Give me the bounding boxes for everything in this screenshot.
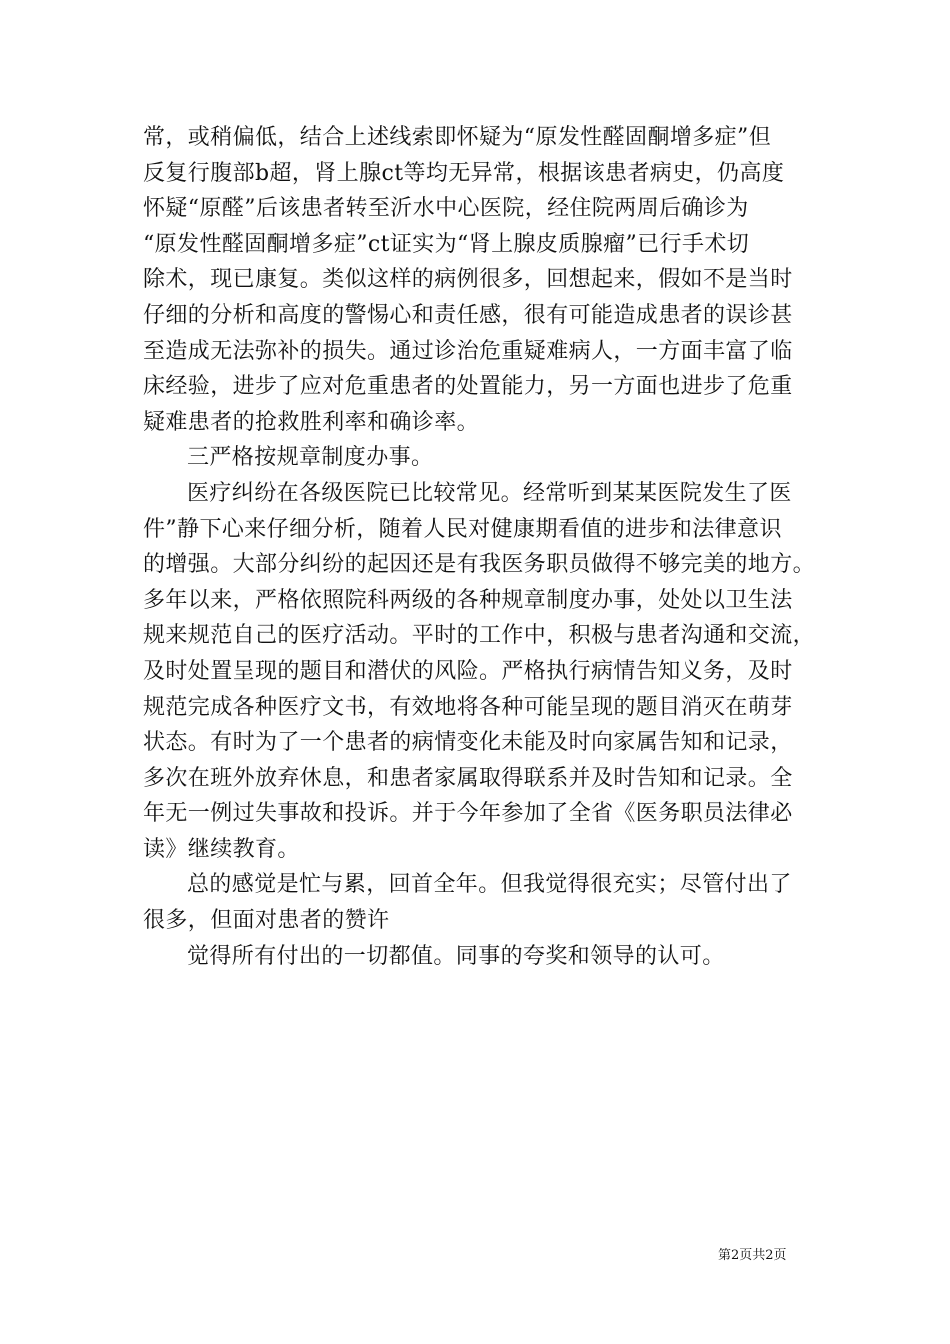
body-line: 很多，但面对患者的赞许 xyxy=(143,908,390,934)
body-line: 总的感觉是忙与累，回首全年。但我觉得很充实；尽管付出了 xyxy=(187,872,792,898)
body-line: 觉得所有付出的一切都值。同事的夸奖和领导的认可。 xyxy=(187,943,725,969)
body-line: 状态。有时为了一个患者的病情变化未能及时向家属告知和记录， xyxy=(143,730,793,756)
body-line: 医疗纠纷在各级医院已比较常见。经常听到某某医院发生了医 xyxy=(187,480,792,506)
body-line: 多次在班外放弃休息，和患者家属取得联系并及时告知和记录。全 xyxy=(143,765,793,791)
body-line: 除术，现已康复。类似这样的病例很多，回想起来，假如不是当时 xyxy=(143,267,793,293)
document-body xyxy=(143,120,815,974)
body-line: 常，或稍偏低，结合上述线索即怀疑为“原发性醛固酮增多症”但 xyxy=(143,125,772,150)
body-line: 仔细的分析和高度的警惕心和责任感，很有可能造成患者的误诊甚 xyxy=(143,302,793,328)
body-line: 及时处置呈现的题目和潜伏的风险。严格执行病情告知义务，及时 xyxy=(143,658,793,684)
body-line: 怀疑“原醛”后该患者转至沂水中心医院，经住院两周后确诊为 xyxy=(143,196,749,222)
body-line: 至造成无法弥补的损失。通过诊治危重疑难病人，一方面丰富了临 xyxy=(143,338,793,364)
body-line: 规范完成各种医疗文书，有效地将各种可能呈现的题目消灭在萌芽 xyxy=(143,694,793,720)
body-line: 读》继续教育。 xyxy=(143,836,300,862)
body-line: 年无一例过失事故和投诉。并于今年参加了全省《医务职员法律必 xyxy=(143,801,793,827)
body-line: 件”静下心来仔细分析，随着人民对健康期看值的进步和法律意识 xyxy=(143,516,782,542)
body-line: 规来规范自己的医疗活动。平时的工作中，积极与患者沟通和交流， xyxy=(143,623,816,649)
body-line: 床经验，进步了应对危重患者的处置能力，另一方面也进步了危重 xyxy=(143,374,793,400)
section-heading: 三严格按规章制度办事。 xyxy=(187,445,434,471)
body-line: “原发性醛固酮增多症”ct证实为“肾上腺皮质腺瘤”已行手术切 xyxy=(143,231,750,257)
body-line: 疑难患者的抢救胜利率和确诊率。 xyxy=(143,409,480,435)
body-line: 多年以来，严格依照院科两级的各种规章制度办事，处处以卫生法 xyxy=(143,587,793,613)
body-line: 的增强。大部分纠纷的起因还是有我医务职员做得不够完美的地方。 xyxy=(143,552,816,578)
body-line: 反复行腹部b超，肾上腺ct等均无异常，根据该患者病史，仍高度 xyxy=(143,160,785,186)
page-number: 第2页共2页 xyxy=(718,1248,787,1263)
